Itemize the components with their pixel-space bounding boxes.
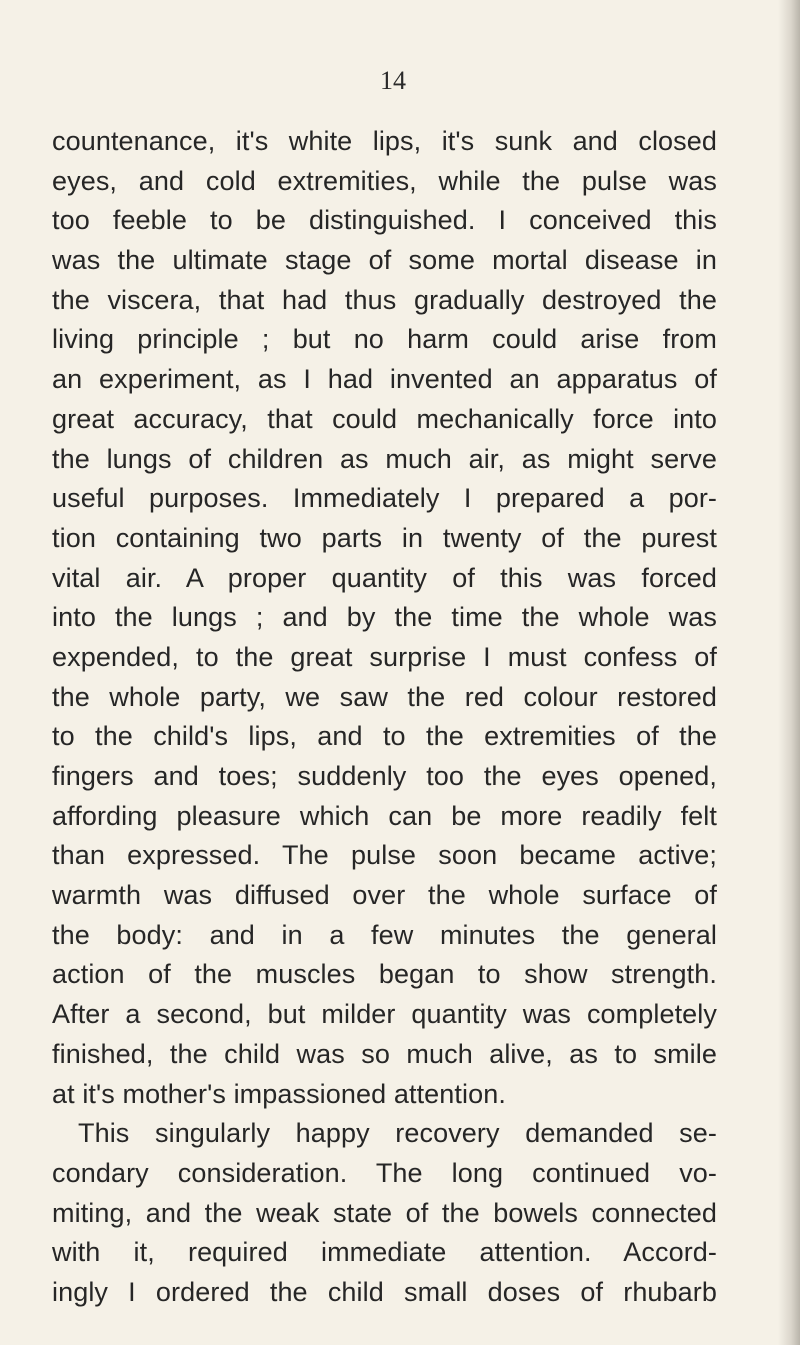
text-line: fingers and toes; suddenly too the eyes opened,: [52, 761, 717, 791]
text-line: This singularly happy recovery demanded se-: [78, 1118, 717, 1149]
text-line: living principle ; but no harm could arise from: [52, 324, 717, 355]
text-line: to the child's lips, and to the extremities of the: [52, 721, 717, 752]
text-line: an experiment, as I had invented an apparatus of: [52, 364, 717, 395]
text-line: great accuracy, that could mechanically force into: [52, 403, 717, 434]
page-edge-shadow: [778, 0, 800, 1345]
text-line: with it, required immediate attention. Accord-: [52, 1237, 717, 1268]
text-line: than expressed. The pulse soon became active;: [52, 840, 717, 871]
text-line: tion containing two parts in twenty of the purest: [52, 522, 717, 553]
text-line: warmth was diffused over the whole surface of: [52, 880, 717, 911]
text-line: the whole party, we saw the red colour restored: [52, 681, 717, 712]
text-line: ingly I ordered the child small doses of rhubarb: [52, 1276, 717, 1307]
text-line: affording pleasure which can be more readily felt: [52, 800, 717, 831]
body-text: [52, 122, 717, 1313]
text-line: at it's mother's impassioned attention.: [52, 1078, 506, 1109]
text-line: the lungs of children as much air, as might serve: [52, 443, 717, 474]
text-line: condary consideration. The long continued vo-: [52, 1157, 717, 1188]
text-line: action of the muscles began to show strength.: [52, 959, 717, 990]
text-line: into the lungs ; and by the time the whole was: [52, 602, 717, 633]
text-line: finished, the child was so much alive, as to smile: [52, 1038, 717, 1069]
text-line: vital air. A proper quantity of this was forced: [52, 562, 717, 593]
text-line: miting, and the weak state of the bowels connected: [52, 1197, 717, 1228]
text-line: countenance, it's white lips, it's sunk and closed: [52, 126, 717, 156]
text-line: too feeble to be distinguished. I conceived this: [52, 205, 717, 236]
text-line: the body: and in a few minutes the general: [52, 919, 717, 950]
text-line: expended, to the great surprise I must confess of: [52, 641, 717, 672]
text-line: After a second, but milder quantity was completely: [52, 999, 717, 1030]
text-line: the viscera, that had thus gradually destroyed the: [52, 284, 717, 315]
page-number: 14: [380, 66, 406, 95]
text-line: useful purposes. Immediately I prepared a por-: [52, 483, 717, 514]
text-line: was the ultimate stage of some mortal disease in: [52, 245, 717, 276]
text-line: eyes, and cold extremities, while the pulse was: [52, 165, 717, 196]
